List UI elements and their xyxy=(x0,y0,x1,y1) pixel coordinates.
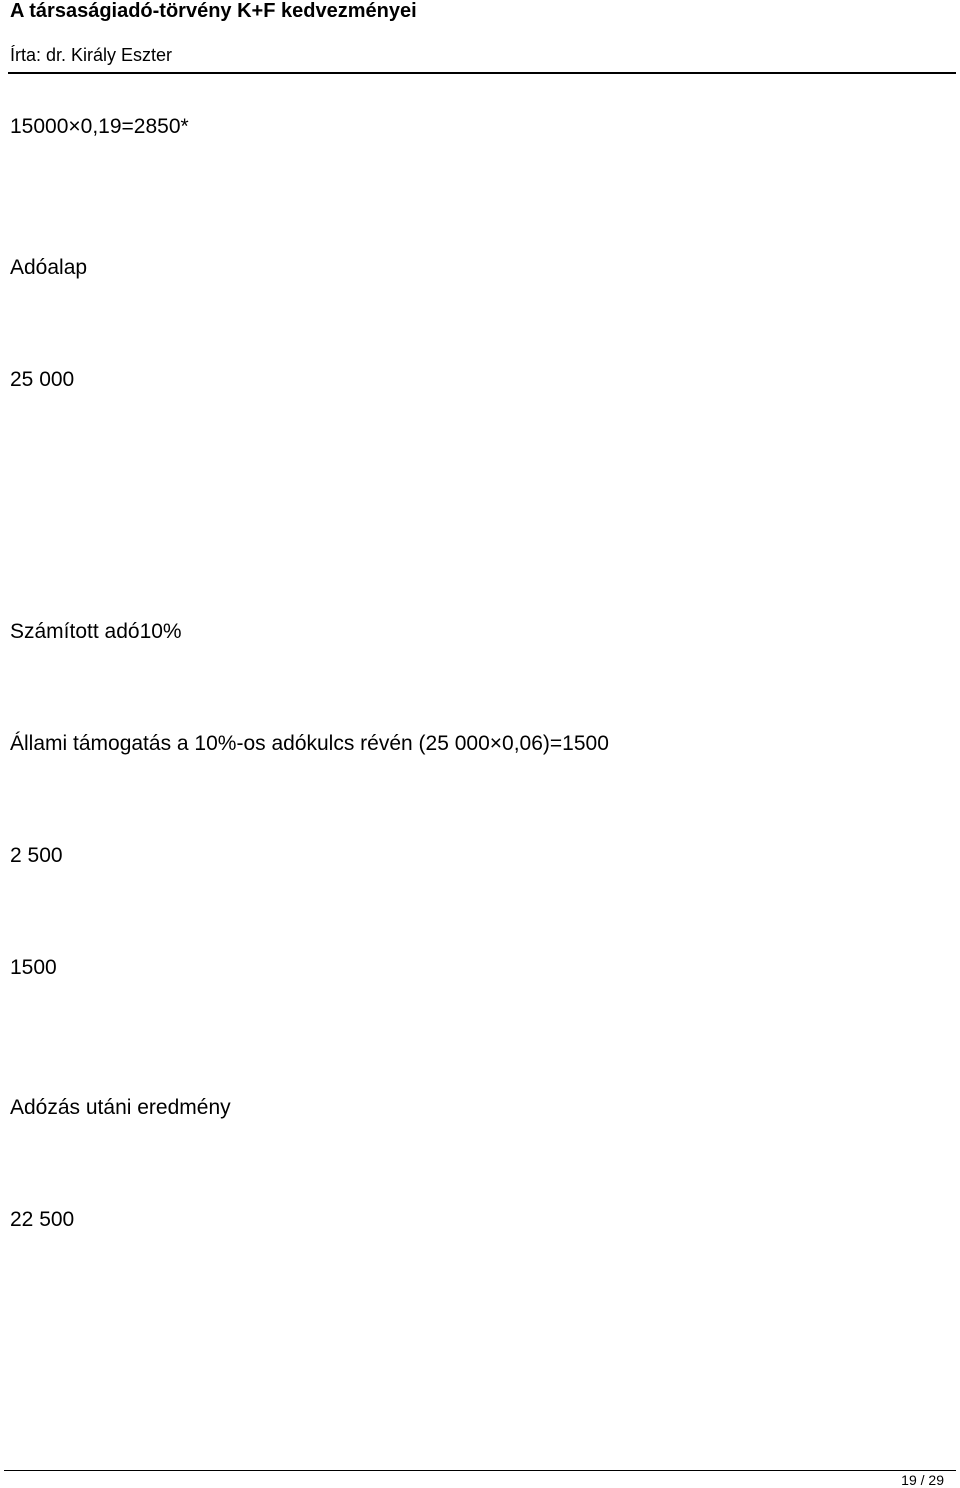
label-state-support: Állami támogatás a 10%-os adókulcs révén (25 000×0,06)=1500 xyxy=(10,732,609,755)
value-calculated-tax: 2 500 xyxy=(10,844,63,867)
value-tax-base: 25 000 xyxy=(10,368,75,391)
document-author: Írta: dr. Király Eszter xyxy=(10,45,173,65)
value-state-support: 1500 xyxy=(10,956,57,979)
value-after-tax-result: 22 500 xyxy=(10,1208,75,1231)
label-after-tax-result: Adózás utáni eredmény xyxy=(10,1096,231,1119)
header-divider xyxy=(8,72,956,74)
label-calculated-tax: Számított adó10% xyxy=(10,620,182,643)
document-title: A társaságiadó-törvény K+F kedvezményei xyxy=(10,0,417,22)
calc-line-tax-rate: 15000×0,19=2850* xyxy=(10,115,189,138)
footer-divider xyxy=(4,1470,956,1471)
label-tax-base: Adóalap xyxy=(10,256,88,279)
page-number: 19 / 29 xyxy=(901,1472,944,1488)
